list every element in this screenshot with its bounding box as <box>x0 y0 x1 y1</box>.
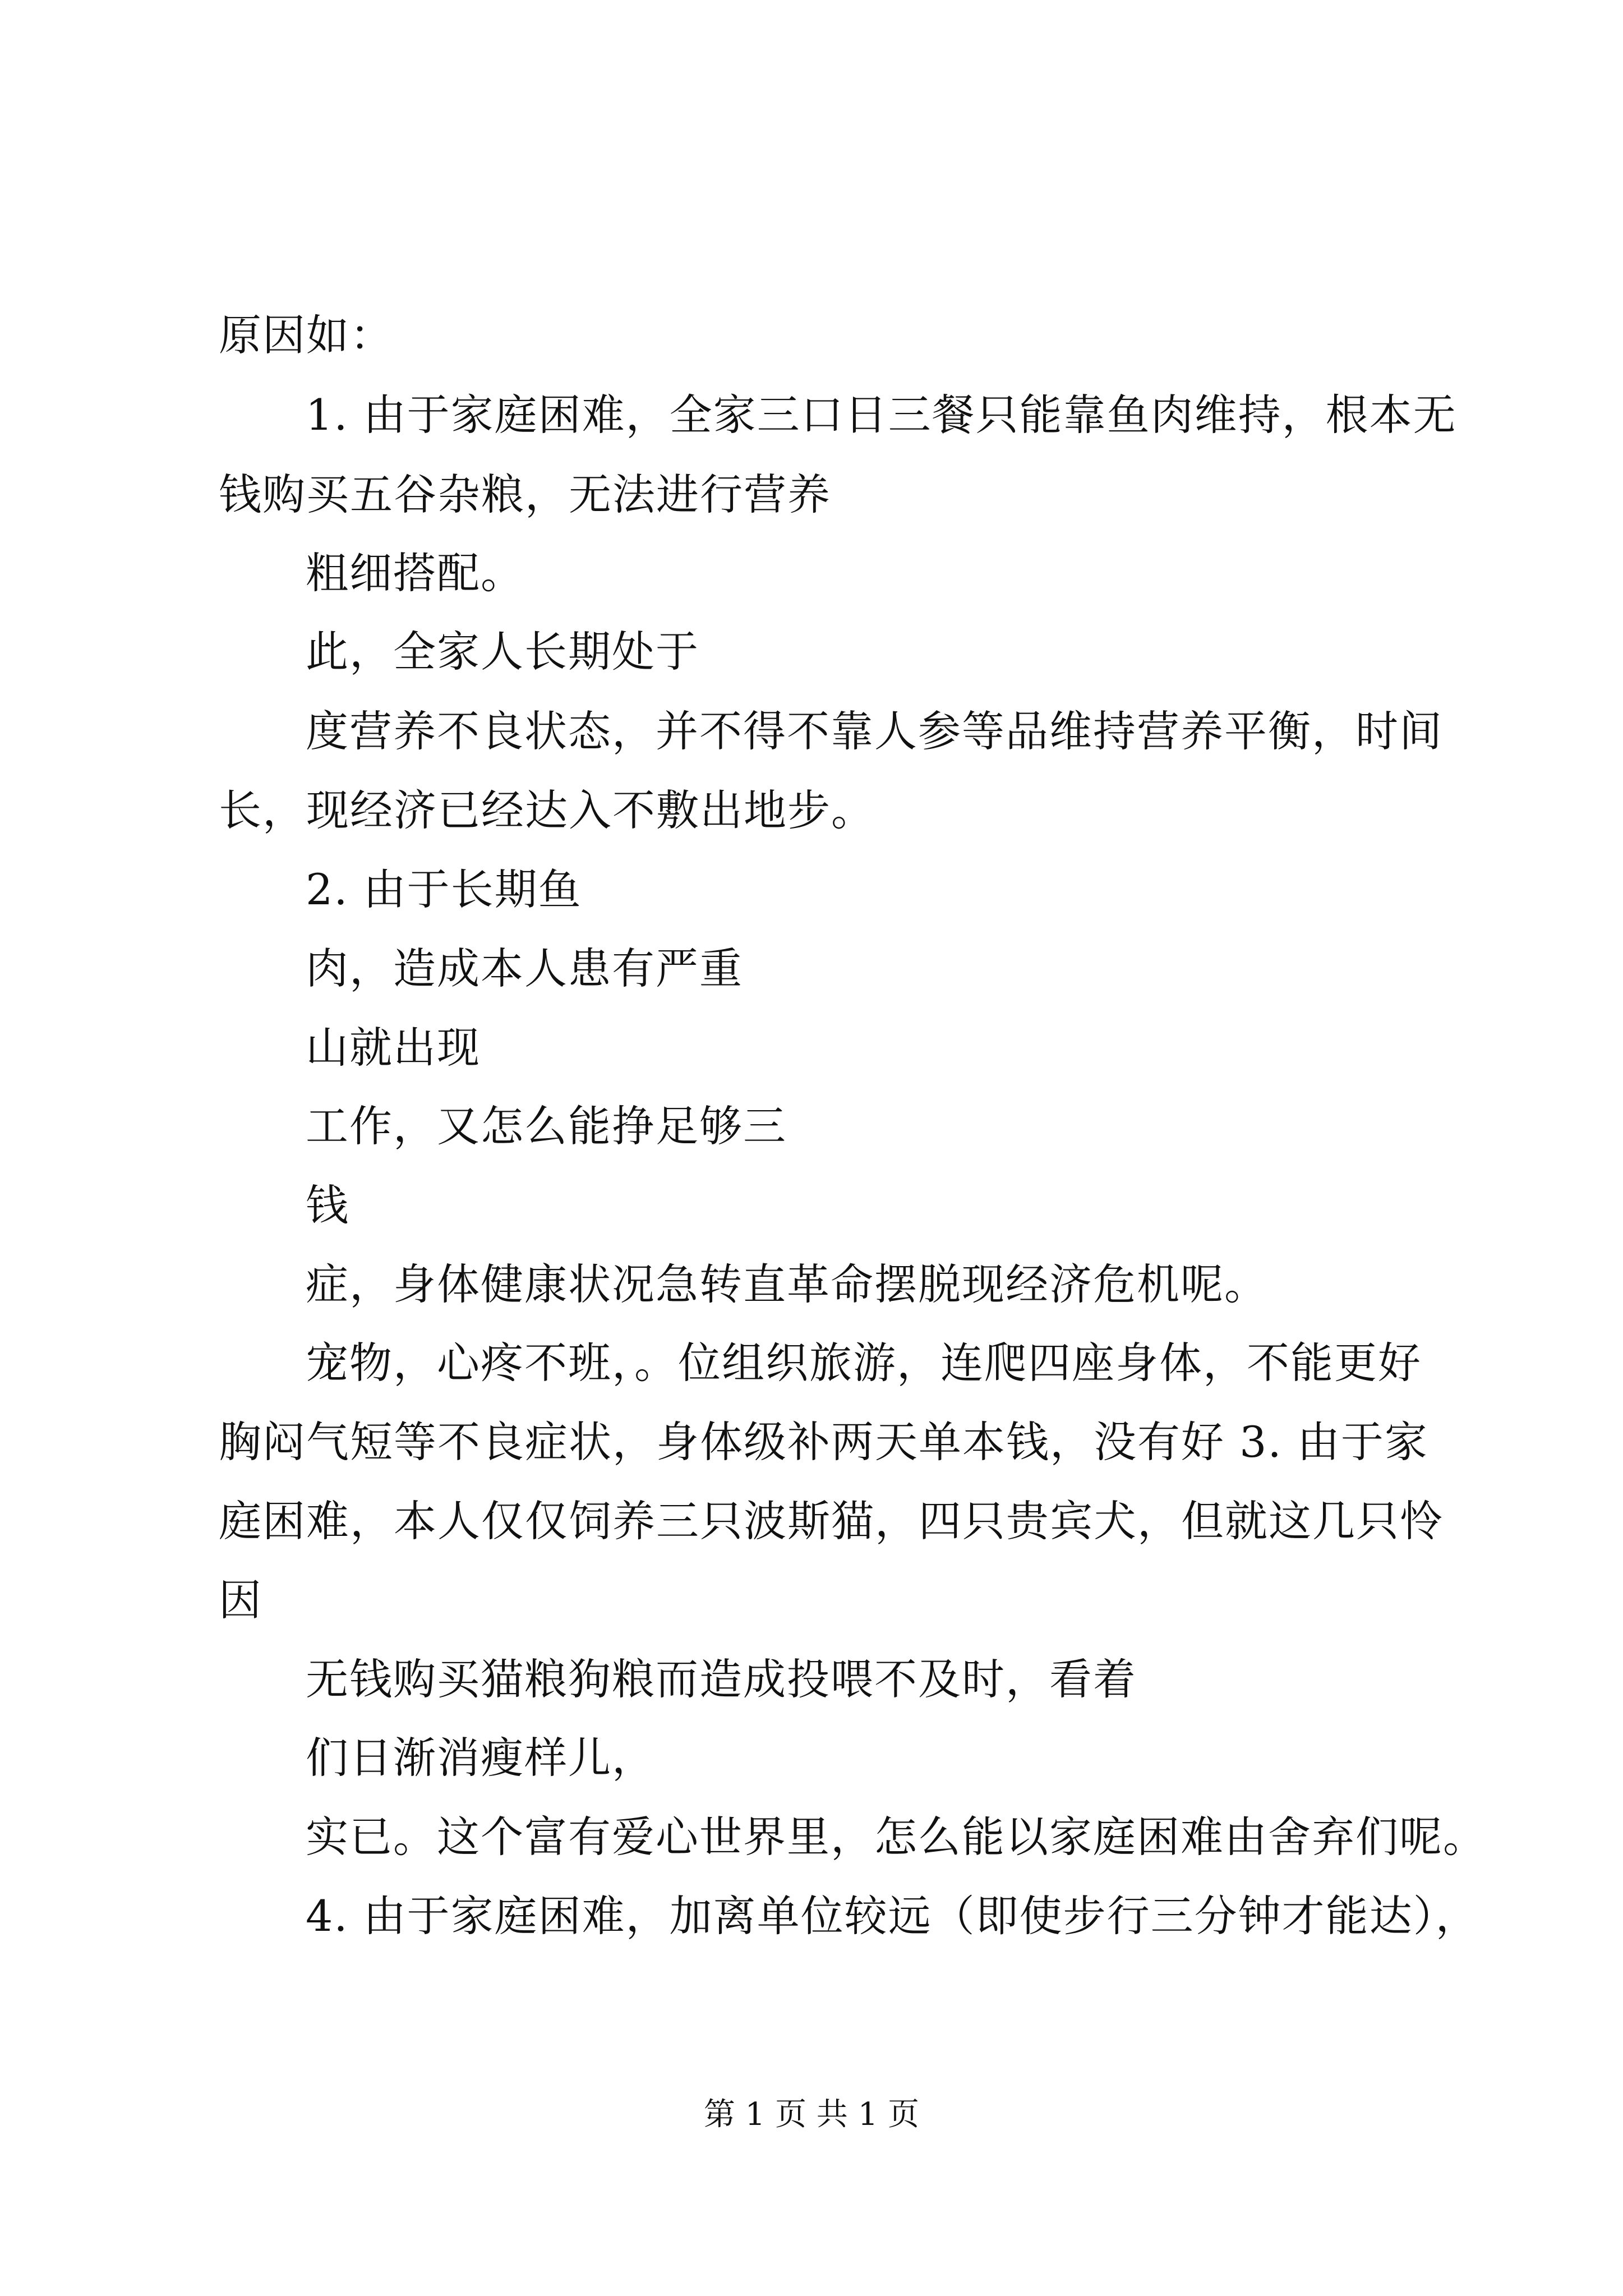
text-line: 1. 由于家庭困难，全家三口日三餐只能靠鱼肉维持，根本无 <box>306 390 1457 440</box>
text-line: 无钱购买猫粮狗粮而造成投喂不及时，看着 <box>306 1654 1137 1704</box>
text-line: 钱购买五谷杂粮，无法进行营养 <box>219 470 831 519</box>
text-line: 庭困难，本人仅仅饲养三只波斯猫，四只贵宾犬，但就这几只怜 <box>219 1496 1444 1546</box>
text-line: 山就出现 <box>306 1023 481 1073</box>
text-line: 胸闷气短等不良症状，身体级补两天单本钱，没有好 3. 由于家 <box>219 1417 1428 1467</box>
text-line: 长，现经济已经达入不敷出地步。 <box>219 785 875 835</box>
text-line: 4. 由于家庭困难，加离单位较远（即使步行三分钟才能达）， <box>306 1891 1479 1941</box>
text-line: 症，身体健康状况急转直革命摆脱现经济危机呢。 <box>306 1259 1268 1309</box>
text-line: 肉，造成本人患有严重 <box>306 944 743 993</box>
text-line: 原因如： <box>219 310 394 360</box>
text-line: 粗细搭配。 <box>306 548 524 598</box>
text-line: 实已。这个富有爱心世界里，怎么能以家庭困难由舍弃们呢。 <box>306 1812 1487 1862</box>
text-line: 宠物，心疼不班，。位组织旅游，连爬四座身体，不能更好 <box>306 1338 1422 1388</box>
page-number-footer: 第 1 页 共 1 页 <box>703 2096 920 2133</box>
text-line: 度营养不良状态，并不得不靠人参等品维持营养平衡，时间 <box>306 706 1443 756</box>
text-line: 因 <box>219 1575 262 1625</box>
text-line: 们日渐消瘦样儿， <box>306 1733 656 1783</box>
text-line: 钱 <box>306 1180 349 1230</box>
text-line: 工作，又怎么能挣足够三 <box>306 1101 787 1151</box>
text-line: 此，全家人长期处于 <box>306 627 699 677</box>
text-line: 2. 由于长期鱼 <box>306 864 582 914</box>
